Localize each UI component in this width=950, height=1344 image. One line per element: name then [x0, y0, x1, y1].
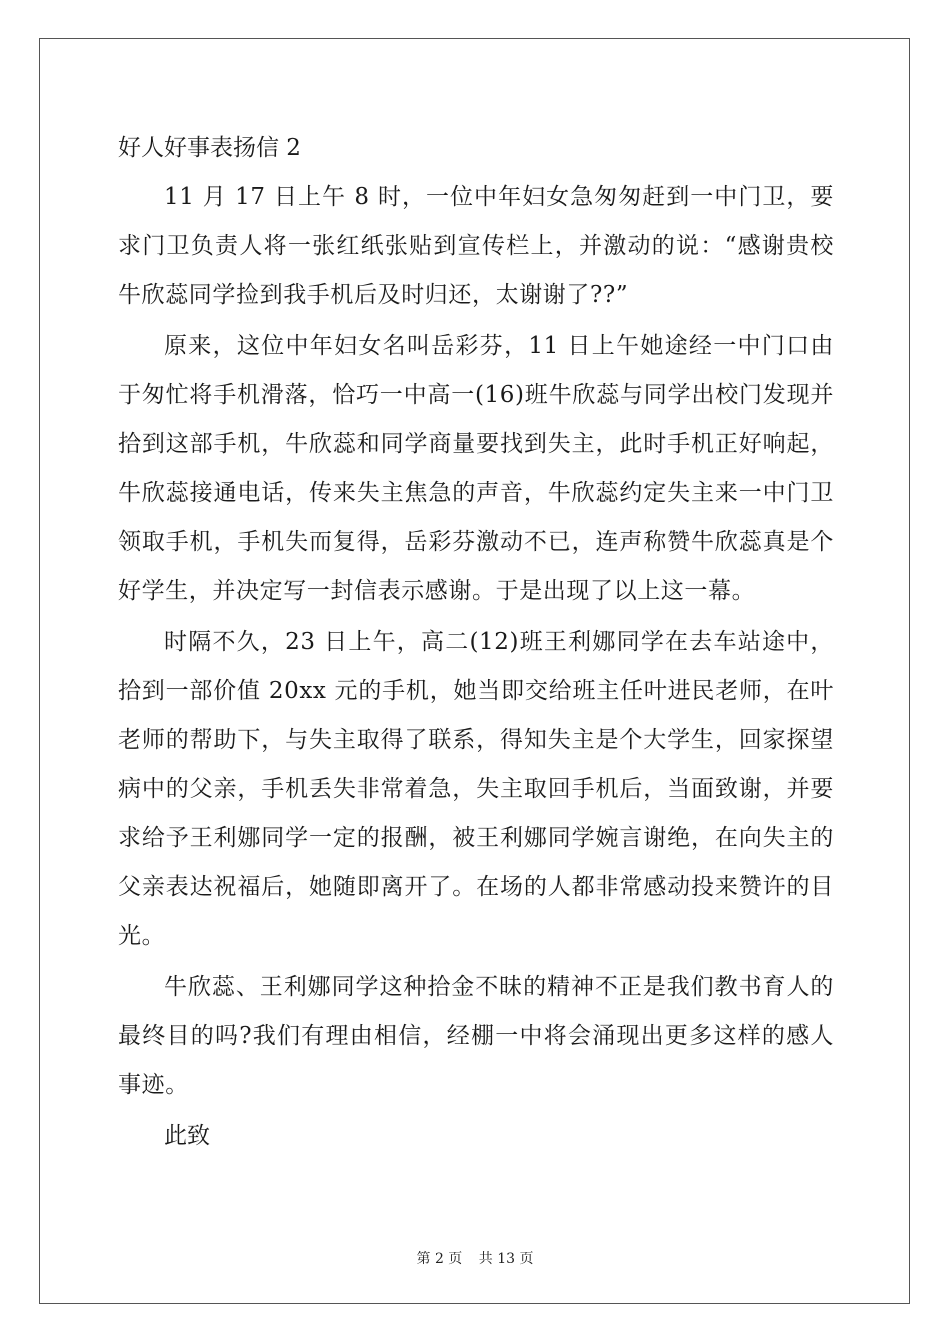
- paragraph-3: 时隔不久，23 日上午，高二(12)班王利娜同学在去车站途中，拾到一部价值 20xx 元的手机，她当即交给班主任叶进民老师，在叶老师的帮助下，与失主取得了联系，得知失主是个大学生，回家探望病中的父亲，手机丢失非常着急，失主取回手机后，当面致谢，并要求给予王利娜同学一定的报酬，被王利娜同学婉言谢绝，在向失主的父亲表达祝福后，她随即离开了。在场的人都非常感动投来赞许的目光。: [118, 629, 834, 949]
- page-footer: [0, 1248, 950, 1268]
- page-number: 第 2 页: [416, 1251, 463, 1267]
- paragraph-4: 牛欣蕊、王利娜同学这种拾金不昧的精神不正是我们教书育人的最终目的吗?我们有理由相信，经棚一中将会涌现出更多这样的感人事迹。: [118, 974, 834, 1098]
- paragraph-2: 原来，这位中年妇女名叫岳彩芬，11 日上午她途经一中门口由于匆忙将手机滑落，恰巧一中高一(16)班牛欣蕊与同学出校门发现并拾到这部手机，牛欣蕊和同学商量要找到失主，此时手机正好响起，牛欣蕊接通电话，传来失主焦急的声音，牛欣蕊约定失主来一中门卫领取手机，手机失而复得，岳彩芬激动不已，连声称赞牛欣蕊真是个好学生，并决定写一封信表示感谢。于是出现了以上这一幕。: [118, 333, 834, 604]
- paragraph-1: 11 月 17 日上午 8 时，一位中年妇女急匆匆赶到一中门卫，要求门卫负责人将一张红纸张贴到宣传栏上，并激动的说：“感谢贵校牛欣蕊同学捡到我手机后及时归还，太谢谢了??”: [118, 184, 834, 308]
- document-body: [118, 124, 834, 1161]
- document-title: 好人好事表扬信 2: [118, 135, 301, 161]
- closing-salutation: 此致: [164, 1123, 210, 1149]
- page-total: 共 13 页: [478, 1251, 534, 1267]
